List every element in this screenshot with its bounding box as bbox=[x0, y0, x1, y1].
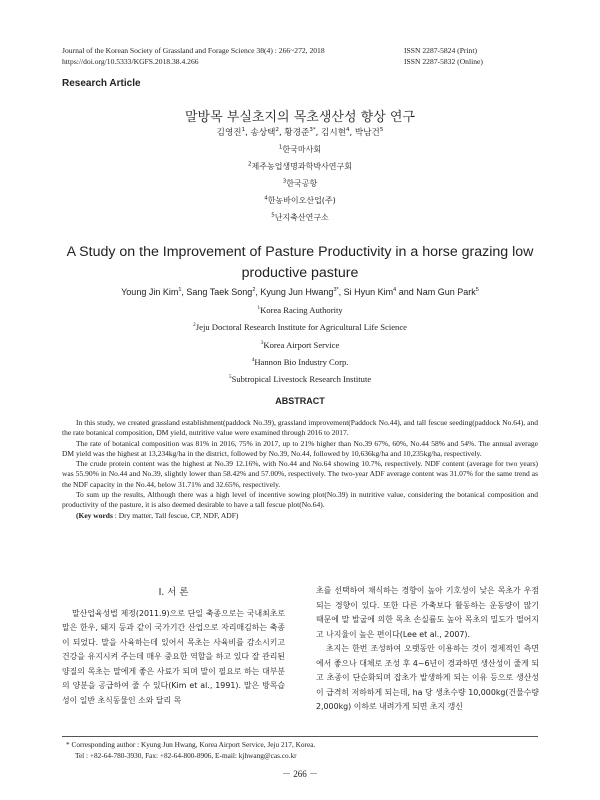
keywords-label: (Key words bbox=[76, 510, 113, 520]
en-affiliation bbox=[0, 305, 600, 315]
header-left bbox=[62, 46, 325, 67]
kr-author: 송상택 bbox=[250, 128, 276, 138]
abstract-paragraph: In this study, we created grassland establishment(paddock No.39), grassland improvement(Paddock No.44), and tall fescue seeding(paddock No.64), and the rate botanical composition, DM yield, nutritive value were examined through 2016 to 2017. bbox=[62, 418, 538, 438]
en-affiliation bbox=[0, 374, 600, 384]
page-number: － 266 － bbox=[281, 769, 318, 779]
en-author: Kyung Jun Hwang bbox=[260, 287, 334, 297]
article-type-label: Research Article bbox=[62, 78, 141, 89]
en-aff-sup: 3 bbox=[260, 340, 264, 347]
en-aff-sup: 4 bbox=[251, 357, 255, 364]
corresponding-author-footnote bbox=[66, 739, 315, 761]
kr-aff-sup: 3 bbox=[282, 178, 287, 185]
english-authors: Young Jin Kim$^1$, Sang Taek Song$^2$, Kyung Jun Hwang$^{3*}$, Si Hyun Kim$^4$ and Nam Gun Park$^5$ bbox=[121, 287, 479, 297]
en-author: Si Hyun Kim bbox=[343, 287, 394, 297]
issn-print: ISSN 2287-5824 (Print) bbox=[404, 46, 477, 55]
en-author: Nam Gun Park bbox=[416, 287, 476, 297]
body-column-right bbox=[316, 584, 539, 715]
section-heading-introduction: Ⅰ. 서 론 bbox=[158, 587, 189, 598]
en-author: Young Jin Kim bbox=[121, 287, 179, 297]
kr-author-sup: 4 bbox=[345, 127, 350, 134]
kr-affiliation bbox=[0, 195, 600, 206]
en-affiliation bbox=[0, 340, 600, 350]
footnote-contact[interactable]: Tel : +82-64-780-3930, Fax: +82-64-800-8906, E-mail: kjhwang@cas.co.kr bbox=[75, 751, 297, 760]
kr-author: 김영진 bbox=[216, 128, 242, 138]
en-affiliation bbox=[0, 322, 600, 332]
en-aff-text: Subtropical Livestock Research Institute bbox=[231, 374, 372, 384]
en-author: Sang Taek Song bbox=[186, 287, 253, 297]
doi-link[interactable]: https://doi.org/10.5333/KGFS.2018.38.4.266 bbox=[62, 56, 199, 66]
en-aff-sup: 5 bbox=[228, 374, 232, 381]
kr-aff-text: 한국공항 bbox=[286, 179, 318, 188]
kr-author: 황경준 bbox=[284, 128, 310, 138]
kr-affiliation bbox=[0, 144, 600, 155]
en-aff-text: Hannon Bio Industry Corp. bbox=[254, 357, 349, 367]
issn-online: ISSN 2287-5832 (Online) bbox=[404, 56, 483, 66]
kr-aff-sup: 4 bbox=[264, 195, 268, 202]
keywords-text: : Dry matter, Tall fescue, CP, NDF, ADF) bbox=[112, 510, 239, 520]
kr-author-sup: 1 bbox=[241, 127, 246, 134]
en-author-sup: 4 bbox=[393, 287, 397, 293]
en-author-sup: 1 bbox=[178, 287, 182, 293]
abstract-paragraph: The crude protein content was the highest at No.39 12.16%, with No.44 and No.64 showing 10.7%, respectively. NDF content (average for two years) was 55.90% in No.44 and No.39, slightly lower than 58.42% and 57.00%, respectively. The two-year ADF average content was 31.07% for the same trend as the NDF capacity in the No.44, below 31.71% and 32.65%, respectively. bbox=[62, 459, 538, 489]
korean-authors: 김영진$^1$, 송상택$^2$, 황경준$^{3*}$, 김시현$^4$, 박남건$^5$ bbox=[216, 127, 384, 138]
header-right bbox=[404, 46, 538, 67]
en-author-sup: 3* bbox=[333, 287, 339, 293]
abstract-paragraph: The rate of botanical composition was 81% in 2016, 75% in 2017, up to 21% higher than No.39 67%, 60%, No.44 58% and 54%. The annual average DM yield was the highest at 13,234kg/ha in the district, followed by No.39, No.44, followed by 10,636kg/ha and 10,235kg/ha, respectively. bbox=[62, 438, 538, 458]
kr-author: 김시현 bbox=[321, 128, 346, 138]
keywords bbox=[62, 511, 538, 521]
body-paragraph: 초를 선택하여 채식하는 경향이 높아 기호성이 낮은 목초가 우점되는 경향이 있다. 또한 다른 가축보다 활동하는 운동량이 많기 때문에 말 발굽에 의한 목초 손실률도 높아 목초의 밀도가 떨어지고 나지율이 높은 편이다(Lee et al., 2007). bbox=[316, 586, 539, 639]
kr-author-sup: 3* bbox=[309, 127, 316, 134]
abstract-heading: ABSTRACT bbox=[275, 396, 325, 406]
en-aff-text: Korea Racing Authority bbox=[260, 305, 343, 315]
abstract-body bbox=[62, 418, 538, 521]
en-aff-sup: 1 bbox=[257, 305, 261, 312]
kr-affiliation bbox=[0, 212, 600, 223]
kr-aff-text: 난지축산연구소 bbox=[274, 213, 329, 222]
kr-aff-sup: 5 bbox=[271, 212, 275, 219]
kr-aff-text: 제주농업생명과학박사연구회 bbox=[251, 162, 352, 171]
journal-citation: Journal of the Korean Society of Grassland and Forage Science 38(4) : 266~272, 2018 bbox=[62, 46, 325, 55]
en-author-sup: 5 bbox=[475, 287, 479, 293]
en-aff-text: Korea Airport Service bbox=[263, 340, 340, 350]
kr-author: 박남건 bbox=[354, 128, 380, 138]
en-author-sup: 2 bbox=[252, 287, 256, 293]
footnote-divider bbox=[62, 736, 538, 737]
korean-title: 말방목 부실초지의 목초생산성 향상 연구 bbox=[184, 110, 415, 125]
kr-author-sup: 2 bbox=[275, 127, 279, 134]
en-affiliation bbox=[0, 357, 600, 367]
kr-aff-sup: 1 bbox=[278, 144, 283, 151]
kr-aff-text: 한농바이오산업(주) bbox=[267, 196, 336, 205]
kr-aff-sup: 2 bbox=[248, 161, 252, 168]
kr-author-sup: 5 bbox=[379, 127, 384, 134]
body-paragraph: 초지는 한번 조성하여 오랫동안 이용하는 것이 경제적인 측면에서 좋으나 대체로 조성 후 4~6년이 경과하면 생산성이 줄게 되고 초종이 단순화되며 잡초가 발생하게 되는 이유 등으로 생산성이 급격히 저하하게 되는데, ha 당 생초수량 10,000kg(건물수량 2,000kg) 이하로 내려가게 되면 초지 갱신 bbox=[316, 644, 539, 711]
footnote-line: * Corresponding author : Kyung Jun Hwang, Korea Airport Service, Jeju 217, Korea. bbox=[66, 740, 316, 749]
kr-aff-text: 한국마사회 bbox=[282, 145, 322, 154]
en-aff-text: Jeju Doctoral Research Institute for Agricultural Life Science bbox=[195, 322, 407, 332]
abstract-paragraph: To sum up the results, Although there was a high level of incentive sowing plot(No.39) in nutritive value, considering the botanical composition and productivity of the pasture, it is also deemed desirable to have a tall fescue plot(No.64). bbox=[62, 490, 538, 510]
body-column-left bbox=[62, 586, 285, 708]
en-aff-sup: 2 bbox=[193, 322, 196, 329]
english-title: A Study on the Improvement of Pasture Productivity in a horse grazing low productive pasture bbox=[66, 244, 534, 281]
kr-affiliation bbox=[0, 178, 600, 189]
kr-affiliation bbox=[0, 161, 600, 172]
body-paragraph: 말산업육성법 제정(2011.9)으로 단일 축종으로는 국내최초로 말은 한우, 돼지 등과 같이 국가기간 산업으로 자리매김하는 축종이 되었다. 말을 사육하는데 있어서 목초는 사육비를 감소시키고 건강을 유지시켜 주는데 매우 중요한 역할을 하고 있다 잘 관리된 양질의 목초는 말에게 좋은 사료가 되며 말이 필요로 하는 대부분의 양분을 공급하여 줄 수 있다(Kim et al., 1991). 말은 방목습성이 일반 초식동물인 소와 달리 목 bbox=[62, 608, 285, 705]
